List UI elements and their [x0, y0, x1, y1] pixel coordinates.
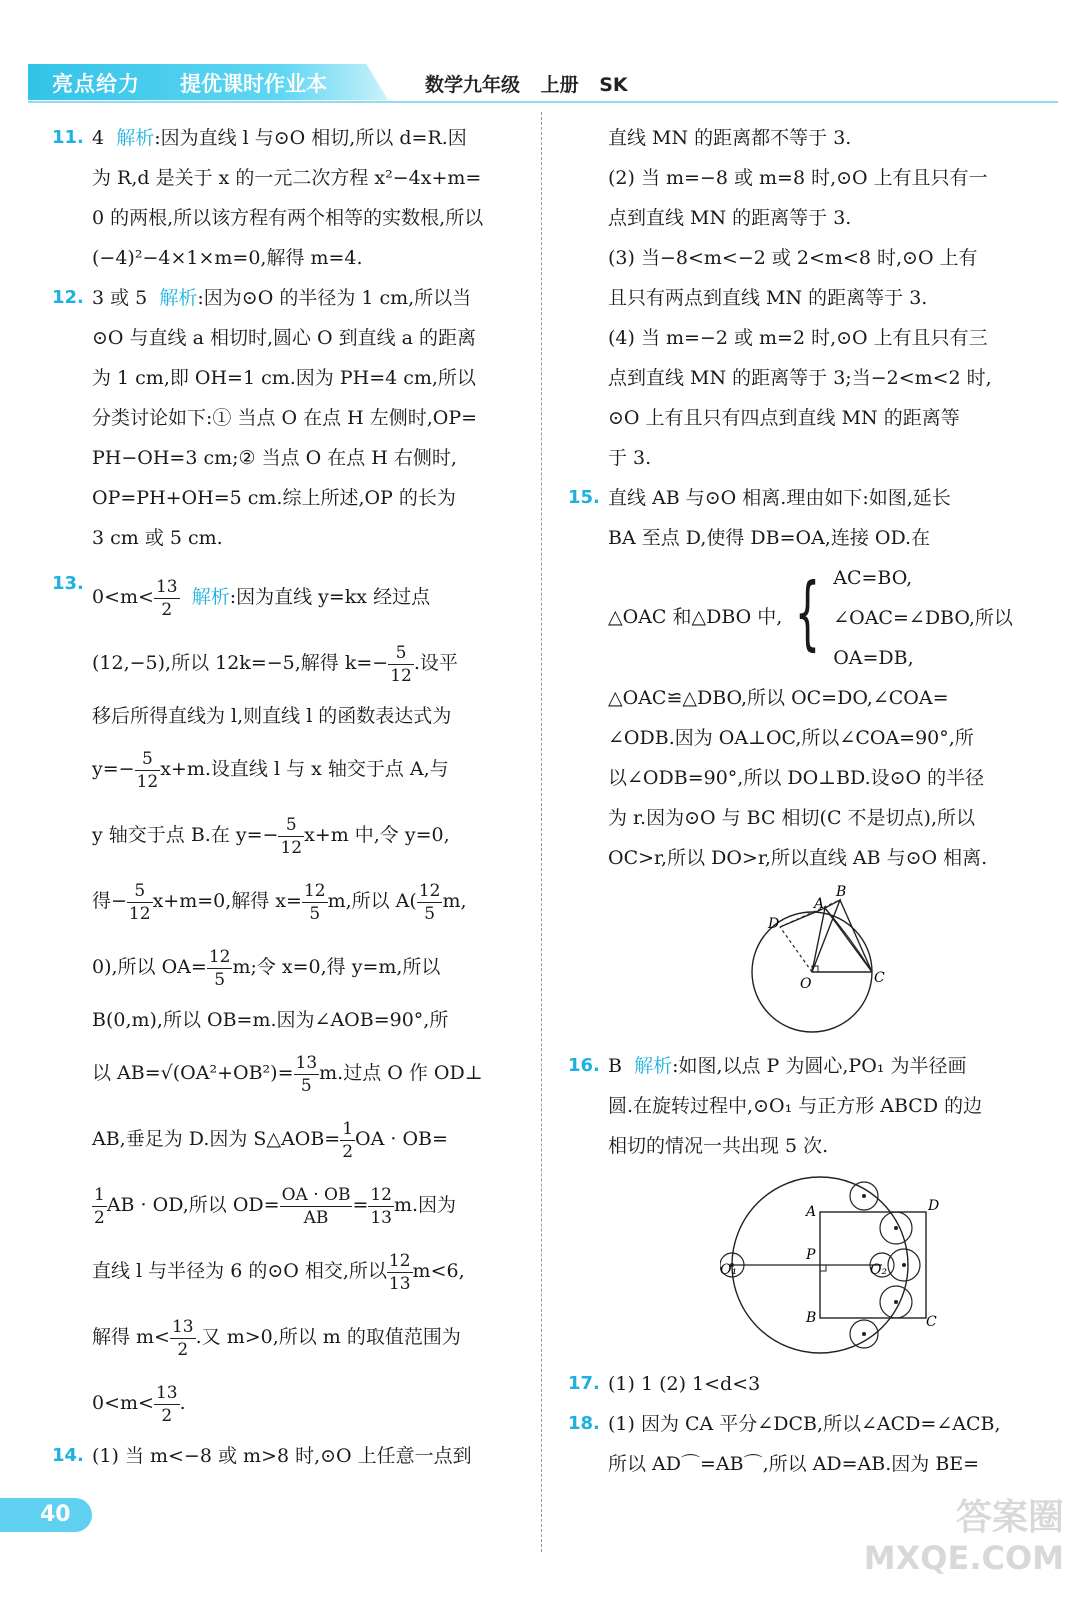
- answer-line: y=− $\frac{5}{12}$ x+m.设直线 l 与 x 轴交于点 A,与: [92, 748, 449, 792]
- fraction: $\frac{1}{2}$: [342, 1118, 354, 1162]
- brand-title: 亮点给力: [52, 72, 140, 96]
- answer-18: [568, 1404, 1052, 1484]
- answer-line: B 解析:如图,以点 P 为圆心,PO₁ 为半径画: [608, 1055, 967, 1077]
- fraction: $\frac{5}{12}$: [280, 814, 303, 858]
- answer-line: y 轴交于点 B.在 y=− $\frac{5}{12}$ x+m 中,令 y=0,: [92, 814, 450, 858]
- label-D: D: [768, 916, 780, 932]
- label-P: P: [806, 1247, 816, 1263]
- fraction: $\frac{12}{5}$: [208, 946, 231, 990]
- answer-line: 分类讨论如下:① 当点 O 在点 H 左侧时,OP=: [92, 407, 478, 429]
- answer-15: [568, 478, 1052, 1042]
- page-number: 40: [40, 1502, 71, 1527]
- answer-line: 点到直线 MN 的距离等于 3;当−2<m<2 时,: [608, 367, 992, 389]
- answer-line: 0 的两根,所以该方程有两个相等的实数根,所以: [92, 207, 484, 229]
- answer-line: AB,垂足为 D.因为 S△AOB= $\frac{1}{2}$ OA · OB=: [92, 1118, 448, 1162]
- answer-line: (12,−5),所以 12k=−5,解得 k=− $\frac{5}{12}$ .设平: [92, 642, 458, 686]
- case-block: △OAC 和△DBO 中, { AC=BO, ∠OAC=∠DBO,所以 OA=DB,: [608, 566, 1013, 669]
- question-number: 17.: [568, 1373, 600, 1394]
- question-number: 11.: [52, 127, 84, 148]
- answer-line: ∠ODB.因为 OA⊥OC,所以∠COA=90°,所: [608, 727, 974, 749]
- left-column: [52, 118, 528, 1476]
- answer-line: 3 cm 或 5 cm.: [92, 527, 223, 549]
- page-header: [0, 0, 1080, 100]
- fraction: $\frac{12}{5}$: [418, 880, 441, 924]
- answer-line: (1) 因为 CA 平分∠DCB,所以∠ACD=∠ACB,: [608, 1413, 1001, 1435]
- fraction: $\frac{5}{12}$: [136, 748, 159, 792]
- question-number: 16.: [568, 1055, 600, 1076]
- answer-line: ⊙O 上有且只有四点到直线 MN 的距离等: [608, 407, 960, 429]
- question-number: 14.: [52, 1445, 84, 1466]
- column-divider: [541, 112, 542, 1552]
- label-O: O: [800, 976, 812, 992]
- answer-line: (2) 当 m=−8 或 m=8 时,⊙O 上有且只有一: [608, 167, 988, 189]
- answer-line: (1) 1 (2) 1<d<3: [608, 1373, 761, 1395]
- answer-line: 直线 l 与半径为 6 的⊙O 相交,所以 $\frac{12}{13}$ m<6,: [92, 1250, 465, 1294]
- fraction: $\frac{12}{13}$: [388, 1250, 411, 1294]
- answer-line: 直线 MN 的距离都不等于 3.: [608, 127, 852, 149]
- page-number-tab: [0, 1498, 92, 1532]
- fraction: $\frac{12}{5}$: [303, 880, 326, 924]
- answer-line: 且只有两点到直线 MN 的距离等于 3.: [608, 287, 928, 309]
- watermark: 答案圈 MXQE.COM: [863, 1497, 1064, 1577]
- answer-line: 以∠ODB=90°,所以 DO⊥BD.设⊙O 的半径: [608, 767, 985, 789]
- header-rule: [28, 101, 1058, 103]
- answer-line: 圆.在旋转过程中,⊙O₁ 与正方形 ABCD 的边: [608, 1095, 983, 1117]
- answer-line: 移后所得直线为 l,则直线 l 的函数表达式为: [92, 705, 452, 727]
- fraction: $\frac{1}{2}$: [94, 1184, 105, 1228]
- answer-line: PH−OH=3 cm;② 当点 O 在点 H 右侧时,: [92, 447, 457, 469]
- answer-line: (1) 当 m<−8 或 m>8 时,⊙O 上任意一点到: [92, 1445, 472, 1467]
- label-C: C: [926, 1314, 937, 1330]
- answer-line: (4) 当 m=−2 或 m=2 时,⊙O 上有且只有三: [608, 327, 988, 349]
- question-number: 15.: [568, 487, 600, 508]
- answer-line: 为 1 cm,即 OH=1 cm.因为 PH=4 cm,所以: [92, 367, 476, 389]
- right-column: [568, 118, 1052, 1484]
- fraction: $\frac{13}{2}$: [155, 1382, 178, 1426]
- label-O1: O₁: [720, 1262, 738, 1278]
- analysis-label: 解析: [116, 127, 155, 149]
- label-A: A: [814, 896, 825, 912]
- question-number: 13.: [52, 573, 84, 594]
- answer-line: (−4)²−4×1×m=0,解得 m=4.: [92, 247, 363, 269]
- answer-line: 为 r.因为⊙O 与 BC 相切(C 不是切点),所以: [608, 807, 975, 829]
- answer-line: 直线 AB 与⊙O 相离.理由如下:如图,延长: [608, 487, 951, 509]
- answer-line: OC>r,所以 DO>r,所以直线 AB 与⊙O 相离.: [608, 847, 988, 869]
- fraction: $\frac{13}{5}$: [295, 1052, 318, 1096]
- answer-17: [568, 1364, 1052, 1404]
- fraction: $\frac{13}{2}$: [171, 1316, 194, 1360]
- analysis-label: 解析: [191, 586, 230, 608]
- label-B: B: [806, 1310, 817, 1326]
- analysis-label: 解析: [634, 1055, 673, 1077]
- answer-11: [52, 118, 528, 278]
- figure-rotating-circle: [720, 1170, 940, 1360]
- answer-line: 于 3.: [608, 447, 652, 469]
- answer-line: 得− $\frac{5}{12}$ x+m=0,解得 x= $\frac{12}{5}$ m,所以 A( $\frac{12}{5}$ m,: [92, 880, 467, 924]
- fraction: $\frac{13}{2}$: [155, 576, 178, 620]
- question-number: 12.: [52, 287, 84, 308]
- answer-line: 4 解析:因为直线 l 与⊙O 相切,所以 d=R.因: [92, 127, 467, 149]
- answer-line: 为 R,d 是关于 x 的一元二次方程 x²−4x+m=: [92, 167, 482, 189]
- fraction: $\frac{5}{12}$: [390, 642, 412, 686]
- answer-line: (3) 当−8<m<−2 或 2<m<8 时,⊙O 上有: [608, 247, 978, 269]
- label-A: A: [806, 1204, 817, 1220]
- answer-line: 0<m< $\frac{13}{2}$ 解析:因为直线 y=kx 经过点: [92, 576, 431, 620]
- answer-line: ⊙O 与直线 a 相切时,圆心 O 到直线 a 的距离: [92, 327, 477, 349]
- answer-line: △OAC≌△DBO,所以 OC=DO,∠COA=: [608, 687, 949, 709]
- label-C: C: [874, 970, 885, 986]
- analysis-label: 解析: [159, 287, 198, 309]
- label-D: D: [928, 1198, 940, 1214]
- answer-14-cont: [568, 118, 1052, 478]
- fraction: $\frac{OA \cdot OB}{AB}$: [281, 1184, 351, 1228]
- series-title: 提优课时作业本: [180, 72, 327, 96]
- question-number: 18.: [568, 1413, 600, 1434]
- fraction: $\frac{12}{13}$: [370, 1184, 392, 1228]
- answer-14-start: [52, 1436, 528, 1476]
- label-O2: O₂: [870, 1262, 888, 1278]
- answer-line: 3 或 5 解析:因为⊙O 的半径为 1 cm,所以当: [92, 287, 472, 309]
- answer-line: $\frac{1}{2}$ AB · OD,所以 OD= $\frac{OA \cdot OB}{AB}$ = $\frac{12}{13}$ m.因为: [94, 1184, 457, 1228]
- answer-line: 0),所以 OA= $\frac{12}{5}$ m;令 x=0,得 y=m,所以: [92, 946, 441, 990]
- answer-12: [52, 278, 528, 558]
- answer-line: 以 AB=√(OA²+OB²)= $\frac{13}{5}$ m.过点 O 作 OD⊥: [92, 1052, 483, 1096]
- answer-16: [568, 1046, 1052, 1360]
- answer-line: 解得 m< $\frac{13}{2}$ .又 m>0,所以 m 的取值范围为: [92, 1316, 461, 1360]
- answer-line: B(0,m),所以 OB=m.因为∠AOB=90°,所: [92, 1009, 449, 1031]
- answer-13: [52, 564, 528, 1436]
- subject-title: 数学九年级 上册 SK: [425, 74, 628, 96]
- answer-line: 所以 AD⌒=AB⌒,所以 AD=AB.因为 BE=: [608, 1453, 980, 1475]
- answer-line: OP=PH+OH=5 cm.综上所述,OP 的长为: [92, 487, 456, 509]
- answer-line: BA 至点 D,使得 DB=OA,连接 OD.在: [608, 527, 931, 549]
- answer-line: 相切的情况一共出现 5 次.: [608, 1135, 829, 1157]
- answer-line: 0<m< $\frac{13}{2}$ .: [92, 1382, 186, 1426]
- answer-line: 点到直线 MN 的距离等于 3.: [608, 207, 852, 229]
- label-B: B: [836, 884, 847, 900]
- figure-circle-tangent: [750, 882, 910, 1042]
- fraction: $\frac{5}{12}$: [128, 880, 151, 924]
